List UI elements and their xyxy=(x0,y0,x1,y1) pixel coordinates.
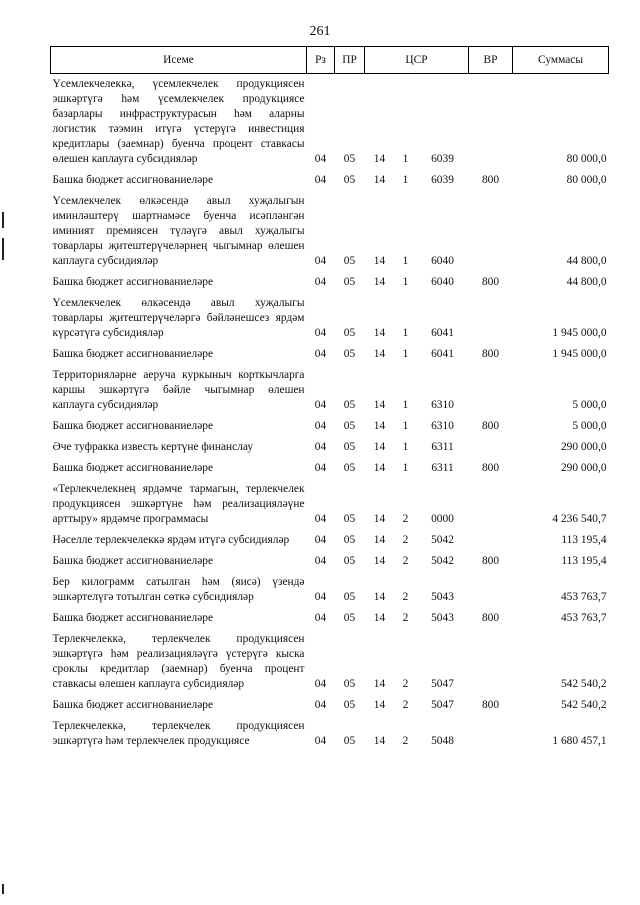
row-csr-part2: 2 xyxy=(402,699,409,711)
header-rz: Рз xyxy=(307,47,335,74)
row-csr-part3: 6040 xyxy=(431,276,454,288)
row-rz: 04 xyxy=(314,735,327,747)
table-row xyxy=(51,629,609,695)
table-header-row xyxy=(51,47,609,74)
table-row xyxy=(51,551,609,572)
header-sum: Суммасы xyxy=(513,47,609,74)
row-rz: 04 xyxy=(314,513,327,525)
row-vr: 800 xyxy=(481,348,500,360)
row-name: Нәселле терлекчелеккә ярдәм итүгә субсидияләр xyxy=(52,534,290,546)
page-number: 261 xyxy=(309,24,331,39)
row-sum: 4 236 540,7 xyxy=(552,513,607,525)
row-pr: 05 xyxy=(343,399,356,411)
row-csr-part1: 14 xyxy=(373,462,386,474)
row-pr: 05 xyxy=(343,327,356,339)
row-name: Башка бюджет ассигнованиеләре xyxy=(52,699,214,711)
row-csr-part2: 1 xyxy=(402,153,409,165)
row-csr-part3: 6311 xyxy=(431,441,454,453)
row-csr-part1: 14 xyxy=(373,678,386,690)
table-row xyxy=(51,458,609,479)
row-csr-part2: 1 xyxy=(402,255,409,267)
row-rz: 04 xyxy=(314,591,327,603)
row-csr-part1: 14 xyxy=(373,276,386,288)
row-csr-part2: 2 xyxy=(402,555,409,567)
row-vr xyxy=(469,365,513,416)
row-csr-part3: 5042 xyxy=(431,555,454,567)
row-rz: 04 xyxy=(314,555,327,567)
row-csr-part1: 14 xyxy=(373,513,386,525)
row-sum: 290 000,0 xyxy=(560,441,607,453)
row-vr xyxy=(469,191,513,272)
row-vr xyxy=(469,293,513,344)
row-vr: 800 xyxy=(481,276,500,288)
row-csr-part3: 6039 xyxy=(431,153,454,165)
row-name: Бер килограмм сатылган һәм (яисә) үзендә эшкәртелүгә тотылган сөткә субсидияләр xyxy=(52,576,305,603)
row-csr-part2: 2 xyxy=(402,612,409,624)
row-pr: 05 xyxy=(343,555,356,567)
table-row xyxy=(51,416,609,437)
table-row xyxy=(51,344,609,365)
row-csr-part3: 6041 xyxy=(431,348,454,360)
row-csr-part3: 6039 xyxy=(431,174,454,186)
row-csr-part3: 6310 xyxy=(431,399,454,411)
row-pr: 05 xyxy=(343,699,356,711)
row-vr xyxy=(469,716,513,752)
row-sum: 113 195,4 xyxy=(561,534,607,546)
row-name: Башка бюджет ассигнованиеләре xyxy=(52,276,214,288)
row-name: «Терлекчелекнең ярдәмче тармагын, терлекчелек продукциясен эшкәртүне һәм реализацияләүне арттыру» ярдәмче программасы xyxy=(52,483,305,525)
header-csr: ЦСР xyxy=(365,47,469,74)
row-rz: 04 xyxy=(314,327,327,339)
row-csr-part2: 1 xyxy=(402,276,409,288)
header-name: Исеме xyxy=(51,47,307,74)
table-row xyxy=(51,695,609,716)
row-pr: 05 xyxy=(343,441,356,453)
row-csr-part2: 1 xyxy=(402,348,409,360)
row-rz: 04 xyxy=(314,153,327,165)
row-rz: 04 xyxy=(314,699,327,711)
row-sum: 5 000,0 xyxy=(572,399,607,411)
row-vr: 800 xyxy=(481,462,500,474)
row-name: Терлекчелеккә, терлекчелек продукциясен эшкәртүгә һәм терлекчелек продукциясе xyxy=(52,720,305,747)
row-pr: 05 xyxy=(343,420,356,432)
row-sum: 453 763,7 xyxy=(560,591,607,603)
row-name: Үсемлекчелек өлкәсендә авыл хуҗалыгы товарлары җитештерүчеләргә бәйләнешсез ярдәм күрсәтүгә субсидияләр xyxy=(52,297,305,339)
table-row xyxy=(51,479,609,530)
row-csr-part3: 5043 xyxy=(431,612,454,624)
row-rz: 04 xyxy=(314,276,327,288)
row-csr-part3: 5043 xyxy=(431,591,454,603)
table-row xyxy=(51,608,609,629)
row-csr-part2: 2 xyxy=(402,591,409,603)
margin-mark-2 xyxy=(2,238,4,260)
row-csr-part2: 2 xyxy=(402,735,409,747)
row-csr-part1: 14 xyxy=(373,399,386,411)
table-row xyxy=(51,293,609,344)
row-sum: 1 680 457,1 xyxy=(552,735,607,747)
row-rz: 04 xyxy=(314,348,327,360)
row-pr: 05 xyxy=(343,735,356,747)
row-rz: 04 xyxy=(314,534,327,546)
row-vr: 800 xyxy=(481,612,500,624)
row-csr-part3: 6041 xyxy=(431,327,454,339)
table-row xyxy=(51,170,609,191)
row-csr-part1: 14 xyxy=(373,735,386,747)
row-name: Башка бюджет ассигнованиеләре xyxy=(52,555,214,567)
row-name: Башка бюджет ассигнованиеләре xyxy=(52,174,214,186)
row-sum: 44 800,0 xyxy=(566,255,607,267)
row-csr-part1: 14 xyxy=(373,555,386,567)
row-csr-part1: 14 xyxy=(373,534,386,546)
row-csr-part1: 14 xyxy=(373,153,386,165)
row-csr-part3: 0000 xyxy=(431,513,454,525)
row-csr-part1: 14 xyxy=(373,174,386,186)
row-sum: 113 195,4 xyxy=(561,555,607,567)
row-csr-part2: 1 xyxy=(402,174,409,186)
table-row xyxy=(51,437,609,458)
row-pr: 05 xyxy=(343,255,356,267)
row-vr xyxy=(469,74,513,171)
row-sum: 542 540,2 xyxy=(560,699,607,711)
row-csr-part1: 14 xyxy=(373,255,386,267)
row-csr-part1: 14 xyxy=(373,348,386,360)
row-csr-part2: 1 xyxy=(402,327,409,339)
row-vr xyxy=(469,530,513,551)
row-vr xyxy=(469,437,513,458)
row-csr-part3: 5047 xyxy=(431,699,454,711)
row-csr-part3: 5048 xyxy=(431,735,454,747)
table-row xyxy=(51,272,609,293)
row-vr xyxy=(469,479,513,530)
row-csr-part1: 14 xyxy=(373,441,386,453)
row-pr: 05 xyxy=(343,462,356,474)
header-vr: ВР xyxy=(469,47,513,74)
row-sum: 1 945 000,0 xyxy=(552,348,607,360)
row-csr-part2: 2 xyxy=(402,678,409,690)
row-pr: 05 xyxy=(343,174,356,186)
row-sum: 1 945 000,0 xyxy=(552,327,607,339)
row-pr: 05 xyxy=(343,678,356,690)
row-csr-part3: 5047 xyxy=(431,678,454,690)
row-pr: 05 xyxy=(343,276,356,288)
row-name: Әче туфракка известь кертүне финанслау xyxy=(52,441,254,453)
margin-mark-1 xyxy=(2,212,4,228)
row-csr-part2: 1 xyxy=(402,441,409,453)
margin-mark-3 xyxy=(2,884,4,894)
row-name: Үсемлекчелеккә, үсемлекчелек продукциясен эшкәртүгә һәм үсемлекчелек продукциясе базарлары инфраструктурасын һәм аларны логистик тәэмин итүгә үстерүгә инвестиция кредитлары (заемнар) буенча процент ставкасы өлешен каплауга субсидияләр xyxy=(52,78,305,165)
row-vr xyxy=(469,572,513,608)
row-rz: 04 xyxy=(314,462,327,474)
row-sum: 80 000,0 xyxy=(566,153,607,165)
row-pr: 05 xyxy=(343,153,356,165)
header-pr: ПР xyxy=(335,47,365,74)
row-rz: 04 xyxy=(314,612,327,624)
row-rz: 04 xyxy=(314,420,327,432)
row-csr-part2: 1 xyxy=(402,399,409,411)
row-sum: 80 000,0 xyxy=(566,174,607,186)
row-vr: 800 xyxy=(481,699,500,711)
row-sum: 453 763,7 xyxy=(560,612,607,624)
row-rz: 04 xyxy=(314,255,327,267)
row-name: Башка бюджет ассигнованиеләре xyxy=(52,420,214,432)
row-csr-part2: 1 xyxy=(402,462,409,474)
row-vr: 800 xyxy=(481,420,500,432)
row-sum: 542 540,2 xyxy=(560,678,607,690)
row-sum: 290 000,0 xyxy=(560,462,607,474)
row-name: Терлекчелеккә, терлекчелек продукциясен эшкәртүгә һәм реализацияләүгә үстерүгә кыска сроклы кредитлар (заемнар) буенча процент ставкасы өлешен каплауга субсидияләр xyxy=(52,633,305,690)
table-row xyxy=(51,74,609,171)
row-csr-part1: 14 xyxy=(373,327,386,339)
row-pr: 05 xyxy=(343,348,356,360)
row-name: Үсемлекчелек өлкәсендә авыл хуҗалыгын иминләштерү шартнамәсе буенча исәпләнгән иминият премиясен түләүгә авыл хуҗалыгы товарлары җитештерүчеләрнең чыгымнар өлешен каплауга субсидияләр xyxy=(52,195,305,267)
row-sum: 5 000,0 xyxy=(572,420,607,432)
row-pr: 05 xyxy=(343,612,356,624)
row-rz: 04 xyxy=(314,174,327,186)
row-name: Башка бюджет ассигнованиеләре xyxy=(52,612,214,624)
table-row xyxy=(51,530,609,551)
row-vr xyxy=(469,629,513,695)
row-pr: 05 xyxy=(343,513,356,525)
row-name: Башка бюджет ассигнованиеләре xyxy=(52,348,214,360)
row-pr: 05 xyxy=(343,591,356,603)
row-csr-part1: 14 xyxy=(373,591,386,603)
row-csr-part1: 14 xyxy=(373,612,386,624)
row-csr-part2: 2 xyxy=(402,513,409,525)
row-name: Территорияләрне аеруча куркыныч корткычларга каршы эшкәртүгә бәйле чыгымнар өлешен каплауга субсидияләр xyxy=(52,369,305,411)
row-sum: 44 800,0 xyxy=(566,276,607,288)
row-csr-part1: 14 xyxy=(373,699,386,711)
budget-table xyxy=(50,46,609,752)
row-csr-part3: 6311 xyxy=(431,462,454,474)
row-vr: 800 xyxy=(481,174,500,186)
row-csr-part2: 2 xyxy=(402,534,409,546)
table-row xyxy=(51,716,609,752)
row-pr: 05 xyxy=(343,534,356,546)
row-vr: 800 xyxy=(481,555,500,567)
row-csr-part3: 5042 xyxy=(431,534,454,546)
table-row xyxy=(51,191,609,272)
row-csr-part3: 6040 xyxy=(431,255,454,267)
table-row xyxy=(51,365,609,416)
row-csr-part2: 1 xyxy=(402,420,409,432)
row-rz: 04 xyxy=(314,399,327,411)
row-rz: 04 xyxy=(314,678,327,690)
row-name: Башка бюджет ассигнованиеләре xyxy=(52,462,214,474)
row-rz: 04 xyxy=(314,441,327,453)
row-csr-part1: 14 xyxy=(373,420,386,432)
table-row xyxy=(51,572,609,608)
row-csr-part3: 6310 xyxy=(431,420,454,432)
